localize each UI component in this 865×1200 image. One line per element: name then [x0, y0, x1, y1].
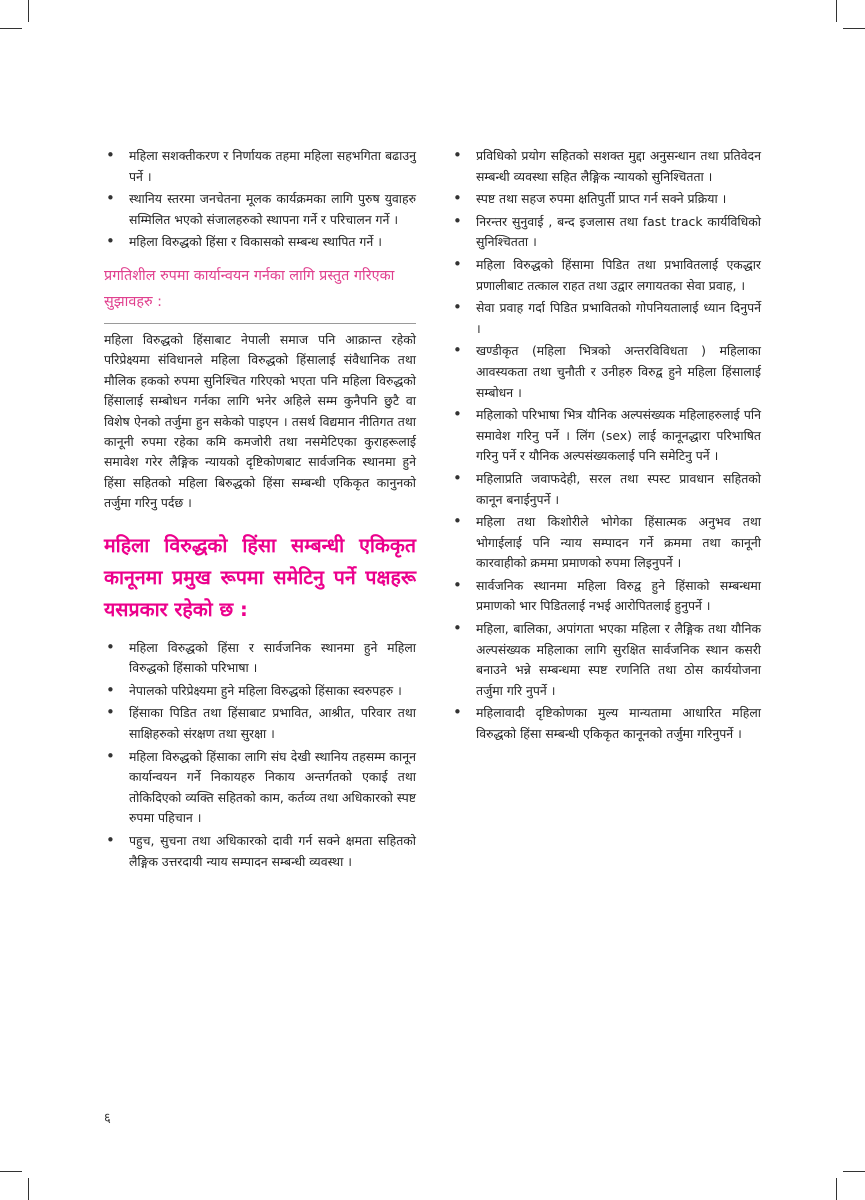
bottom-bullet-list	[104, 638, 416, 873]
crop-mark-top-left-h	[0, 28, 22, 29]
list-item: • महिलाको परिभाषा भित्र यौनिक अल्पसंख्यक महिलाहरुलाई पनि समावेश गरिनु पर्ने । लिंग (sex) लाई कानूनद्धारा परिभाषित गरिनु पर्ने र यौनिक अल्पसंख्यकलाई पनि समेटिनु पर्ने ।	[451, 405, 761, 467]
list-item: • पहुच, सुचना तथा अधिकारको दावी गर्न सक्ने क्षमता सहितको लैङ्गिक उत्तरदायी न्याय सम्पादन सम्बन्धी व्यवस्था ।	[104, 831, 416, 872]
list-item: • महिला विरुद्धको हिंसाका लागि संघ देखी स्थानिय तहसम्म कानून कार्यान्वयन गर्ने निकायहरु निकाय अन्तर्गतको एकाई तथा तोकिदिएको व्यक्ति सहितको काम, कर्तव्य तथा अधिकारको स्पष्ट रुपमा पहिचान ।	[104, 747, 416, 829]
list-item: • हिंसाका पिडित तथा हिंसाबाट प्रभावित, आश्रीत, परिवार तथा साक्षिहरुको संरक्षण तथा सुरक्षा ।	[104, 703, 416, 744]
list-item: • महिला तथा किशोरीले भोगेका हिंसात्मक अनुभव तथा भोगाईलाई पनि न्याय सम्पादन गर्ने क्रममा तथा कानूनी कारवाहीको क्रममा प्रमाणको रुपमा लिइनुपर्ने ।	[451, 512, 761, 574]
list-item: • स्थानिय स्तरमा जनचेतना मूलक कार्यक्रमका लागि पुरुष युवाहरु सम्मिलित भएको संजालहरुको स्थापना गर्ने र परिचालन गर्ने ।	[104, 189, 416, 230]
crop-mark-bottom-right-v	[836, 1178, 837, 1200]
crop-mark-bottom-left-h	[0, 1171, 22, 1172]
body-paragraph: महिला विरुद्धको हिंसाबाट नेपाली समाज पनि आक्रान्त रहेको परिप्रेक्ष्यमा संविधानले महिला विरुद्धको हिंसालाई संवैधानिक तथा मौलिक हकको रुपमा सुनिश्चित गरिएको भएता पनि महिला विरुद्धको हिंसालाई सम्बोधन गर्नका लागि भनेर अहिले सम्म कुनैपनि छुटै वा विशेष ऐनको तर्जुमा हुन सकेको पाइएन । तसर्थ विद्यमान नीतिगत तथा कानूनी रुपमा रहेका कमि कमजोरी तथा नसमेटिएका कुराहरूलाई समावेश गरेर लैङ्गिक न्यायको दृष्टिकोणबाट सार्वजनिक स्थानमा हुने हिंसा सहितको महिला बिरुद्धको हिंसा सम्बन्धी एकिकृत कानुनको तर्जुमा गरिनु पर्दछ ।	[104, 331, 416, 511]
list-item: • महिलाप्रति जवाफदेही, सरल तथा स्पस्ट प्रावधान सहितको कानून बनाईनुपर्ने ।	[451, 469, 761, 510]
crop-mark-top-right-v	[836, 0, 837, 22]
list-item: • सेवा प्रवाह गर्दा पिडित प्रभावितको गोपनियतालाई ध्यान दिनुपर्ने ।	[451, 298, 761, 339]
list-item: • महिला, बालिका, अपांगता भएका महिला र लैङ्गिक तथा यौनिक अल्पसंख्यक महिलाका लागि सुरक्षित सार्वजनिक स्थान कसरी बनाउने भन्ने सम्बन्धमा स्पष्ट रणनिति तथा ठोस कार्ययोजना तर्जुमा गरि नुपर्ने ।	[451, 619, 761, 701]
left-column	[104, 146, 416, 874]
list-item: • महिला विरुद्धको हिंसा र विकासको सम्बन्ध स्थापित गर्ने ।	[104, 232, 416, 253]
list-item: • महिलावादी दृष्टिकोणका मुल्य मान्यतामा आधारित महिला विरुद्धको हिंसा सम्बन्धी एकिकृत कानूनको तर्जुमा गरिनुपर्ने ।	[451, 703, 761, 744]
list-item: • महिला विरुद्धको हिंसामा पिडित तथा प्रभावितलाई एकद्धार प्रणालीबाट तत्काल राहत तथा उद्वार लगायतका सेवा प्रवाह, ।	[451, 255, 761, 296]
divider	[104, 323, 416, 324]
list-item: • नेपालको परिप्रेक्ष्यमा हुने महिला विरुद्धको हिंसाका स्वरुपहरु ।	[104, 681, 416, 702]
list-item: • प्रविधिको प्रयोग सहितको सशक्त मुद्दा अनुसन्धान तथा प्रतिवेदन सम्बन्धी व्यवस्था सहित लैङ्गिक न्यायको सुनिश्चितता ।	[451, 146, 761, 187]
list-item: • महिला सशक्तीकरण र निर्णायक तहमा महिला सहभगिता बढाउनु पर्ने ।	[104, 146, 416, 187]
list-item: • निरन्तर सुनुवाई , बन्द इजलास तथा fast track कार्यविधिको सुनिश्चितता ।	[451, 212, 761, 253]
crop-mark-bottom-left-v	[28, 1178, 29, 1200]
list-item: • सार्वजनिक स्थानमा महिला विरुद्व हुने हिंसाको सम्बन्धमा प्रमाणको भार पिडितलाई नभई आरोपितलाई हुनुपर्ने ।	[451, 576, 761, 617]
section-heading: महिला विरुद्धको हिंसा सम्बन्धी एकिकृत कानूनमा प्रमुख रूपमा समेटिनु पर्ने पक्षहरू यसप्रकार रहेको छ :	[104, 533, 416, 621]
crop-mark-bottom-right-h	[843, 1171, 865, 1172]
list-item: • खण्डीकृत (महिला भित्रको अन्तरविविधता ) महिलाका आवस्यकता तथा चुनौती र उनीहरु विरुद्व हुने महिला हिंसालाई सम्बोधन ।	[451, 341, 761, 403]
crop-mark-top-left-v	[28, 0, 29, 22]
right-column	[451, 146, 761, 747]
list-item: • महिला विरुद्धको हिंसा र सार्वजनिक स्थानमा हुने महिला विरुद्धको हिंसाको परिभाषा ।	[104, 638, 416, 679]
page-number: ६	[104, 1111, 111, 1126]
top-bullet-list	[104, 146, 416, 253]
right-bullet-list	[451, 146, 761, 745]
crop-mark-top-right-h	[843, 28, 865, 29]
suggestions-subheading: प्रगतिशील रुपमा कार्यान्वयन गर्नका लागि प्रस्तुत गरिएका सुझावहरु :	[104, 267, 395, 310]
list-item: • स्पष्ट तथा सहज रुपमा क्षतिपुर्ती प्राप्त गर्न सक्ने प्रक्रिया ।	[451, 189, 761, 210]
